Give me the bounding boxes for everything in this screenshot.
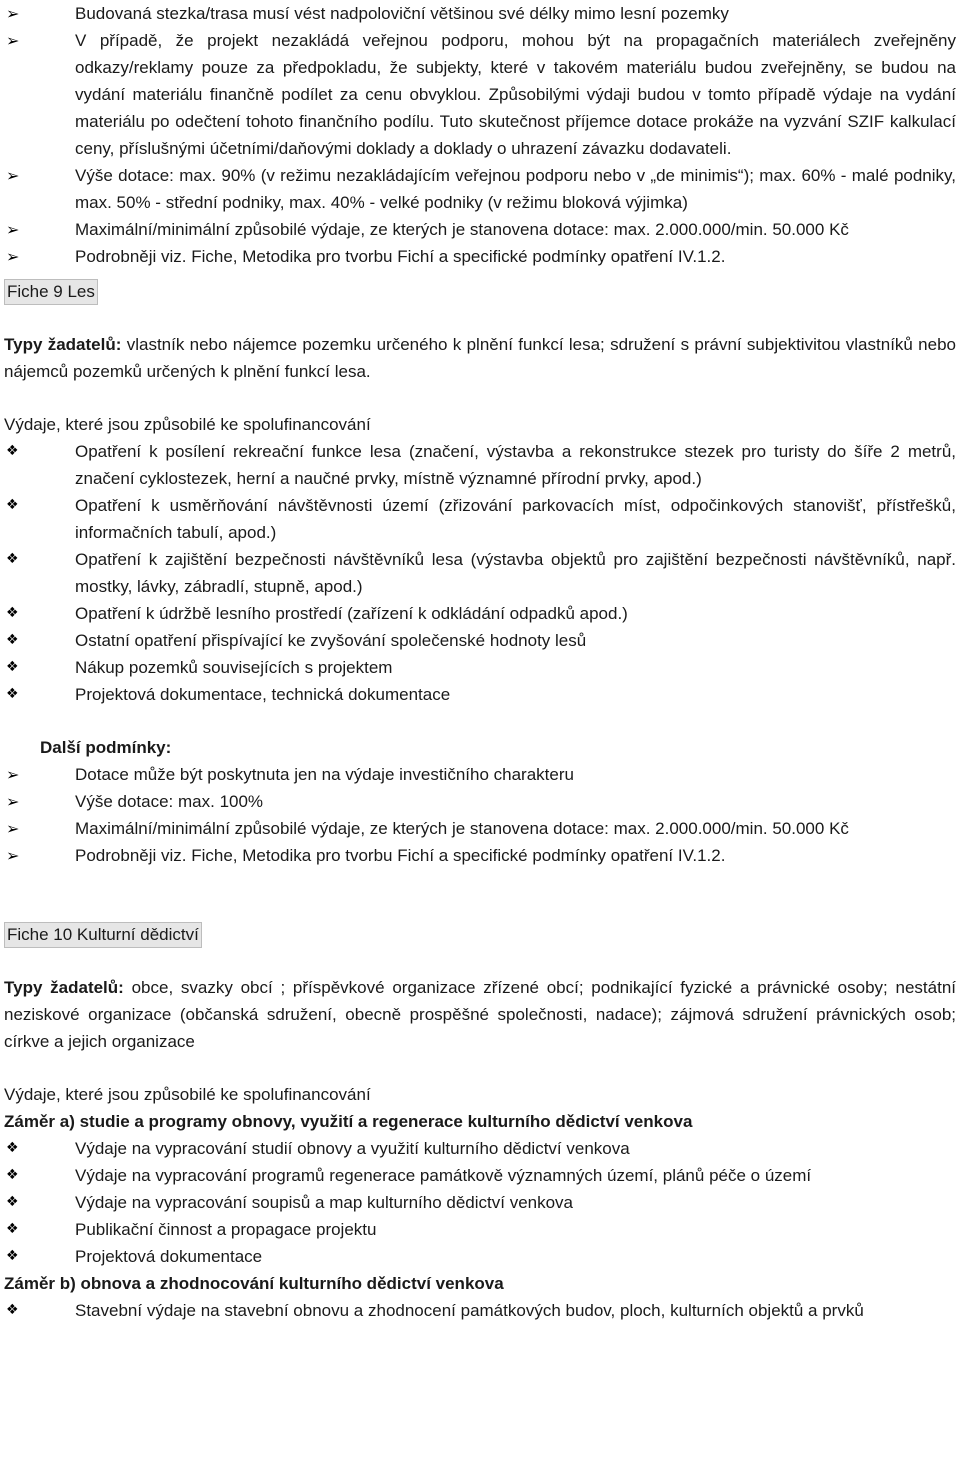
arrow-bullet-icon: ➢ xyxy=(6,31,20,50)
fiche10-title: Fiche 10 Kulturní dědictví xyxy=(4,922,202,948)
diamond-bullet-icon: ❖ xyxy=(6,1302,19,1318)
list-item-text: Dotace může být poskytnuta jen na výdaje investičního charakteru xyxy=(75,765,574,784)
applicants-label: Typy žadatelů: xyxy=(4,978,124,997)
arrow-bullet-icon: ➢ xyxy=(6,166,20,185)
list-item xyxy=(4,815,956,842)
list-item-text: Ostatní opatření přispívající ke zvyšování společenské hodnoty lesů xyxy=(75,631,587,650)
conditions-list xyxy=(4,761,956,869)
list-item xyxy=(4,546,956,600)
arrow-bullet-icon: ➢ xyxy=(6,4,20,23)
applicants-text: obce, svazky obcí ; příspěvkové organizace zřízené obcí; podnikající fyzické a právnické osoby; nestátní neziskové organizace (občanská sdružení, obecně prospěšné společnosti, nadace); zájmová sdružení právnických osob; církve a jejich organizace xyxy=(4,978,956,1051)
list-item-text: Stavební výdaje na stavební obnovu a zhodnocení památkových budov, ploch, kulturních objektů a prvků xyxy=(75,1301,864,1320)
diamond-bullet-icon: ❖ xyxy=(6,1140,19,1156)
fiche10-section xyxy=(4,921,956,1324)
list-item xyxy=(4,681,956,708)
list-item xyxy=(4,1189,956,1216)
diamond-bullet-icon: ❖ xyxy=(6,1167,19,1183)
list-item-text: Budovaná stezka/trasa musí vést nadpoloviční většinou své délky mimo lesní pozemky xyxy=(75,4,729,23)
diamond-bullet-icon: ❖ xyxy=(6,1248,19,1264)
list-item-text: Nákup pozemků souvisejících s projektem xyxy=(75,658,393,677)
aim-a-list xyxy=(4,1135,956,1270)
list-item-text: Projektová dokumentace, technická dokumentace xyxy=(75,685,451,704)
arrow-bullet-icon: ➢ xyxy=(6,220,20,239)
list-item xyxy=(4,1135,956,1162)
applicants-text: vlastník nebo nájemce pozemku určeného k plnění funkcí lesa; sdružení s právní subjektivitou vlastníků nebo nájemců pozemků určených k plnění funkcí lesa. xyxy=(4,335,956,381)
list-item xyxy=(4,600,956,627)
list-item xyxy=(4,162,956,216)
eligible-heading: Výdaje, které jsou způsobilé ke spolufinancování xyxy=(4,1085,371,1104)
arrow-bullet-icon: ➢ xyxy=(6,792,20,811)
list-item-text: Opatření k zajištění bezpečnosti návštěvníků lesa (výstavba objektů pro zajištění bezpečnosti návštěvníků, např. mostky, lávky, zábradlí, stupně, apod.) xyxy=(75,550,956,596)
diamond-bullet-icon: ❖ xyxy=(6,1221,19,1237)
list-item xyxy=(4,761,956,788)
fiche9-section xyxy=(4,278,956,869)
fiche9-title: Fiche 9 Les xyxy=(4,279,98,305)
top-list xyxy=(4,0,956,270)
list-item-text: Výše dotace: max. 100% xyxy=(75,792,264,811)
document-page xyxy=(4,0,956,1324)
fiche9-applicants xyxy=(4,331,956,385)
arrow-bullet-icon: ➢ xyxy=(6,765,20,784)
list-item-text: Opatření k údržbě lesního prostředí (zařízení k odkládání odpadků apod.) xyxy=(75,604,628,623)
eligible-heading: Výdaje, které jsou způsobilé ke spolufinancování xyxy=(4,415,371,434)
list-item-text: Maximální/minimální způsobilé výdaje, ze kterých je stanovena dotace: max. 2.000.000/min. 50.000 Kč xyxy=(75,819,849,838)
diamond-bullet-icon: ❖ xyxy=(6,443,19,459)
list-item xyxy=(4,627,956,654)
list-item xyxy=(4,1216,956,1243)
list-item xyxy=(4,1243,956,1270)
list-item xyxy=(4,216,956,243)
eligible-list xyxy=(4,438,956,708)
arrow-bullet-icon: ➢ xyxy=(6,247,20,266)
aim-b-list xyxy=(4,1297,956,1324)
applicants-label: Typy žadatelů: xyxy=(4,335,122,354)
diamond-bullet-icon: ❖ xyxy=(6,1194,19,1210)
diamond-bullet-icon: ❖ xyxy=(6,686,19,702)
list-item xyxy=(4,492,956,546)
arrow-bullet-icon: ➢ xyxy=(6,819,20,838)
list-item-text: Výše dotace: max. 90% (v režimu nezakládajícím veřejnou podporu nebo v „de minimis“); max. 60% - malé podniky, max. 50% - střední podniky, max. 40% - velké podniky (v režimu bloková výjimka) xyxy=(75,166,956,212)
list-item-text: Maximální/minimální způsobilé výdaje, ze kterých je stanovena dotace: max. 2.000.000/min. 50.000 Kč xyxy=(75,220,849,239)
conditions-heading: Další podmínky: xyxy=(40,738,172,757)
list-item xyxy=(4,1162,956,1189)
list-item-text: Výdaje na vypracování studií obnovy a využití kulturního dědictví venkova xyxy=(75,1139,630,1158)
list-item xyxy=(4,788,956,815)
list-item xyxy=(4,27,956,162)
list-item xyxy=(4,438,956,492)
list-item xyxy=(4,842,956,869)
diamond-bullet-icon: ❖ xyxy=(6,632,19,648)
list-item xyxy=(4,0,956,27)
list-item-text: V případě, že projekt nezakládá veřejnou podporu, mohou být na propagačních materiálech zveřejněny odkazy/reklamy pouze za předpokladu, že subjekty, které v takovém materiálu budou zveřejněny, se budou na vydání materiálu finančně podílet za cenu obvyklou. Způsobilými výdaji budou v tomto případě výdaje na vydání materiálu po odečtení tohoto finančního podílu. Tuto skutečnost příjemce dotace prokáže na vyzvání SZIF kalkulací ceny, příslušnými účetními/daňovými doklady a doklady o uhrazení závazku dodavateli. xyxy=(75,31,956,158)
list-item-text: Publikační činnost a propagace projektu xyxy=(75,1220,377,1239)
fiche10-applicants xyxy=(4,974,956,1055)
list-item-text: Opatření k usměrňování návštěvnosti území (zřizování parkovacích míst, odpočinkových stanovišť, přístřešků, informačních tabulí, apod.) xyxy=(75,496,956,542)
list-item xyxy=(4,1297,956,1324)
list-item-text: Projektová dokumentace xyxy=(75,1247,263,1266)
aim-b-heading: Záměr b) obnova a zhodnocování kulturního dědictví venkova xyxy=(4,1274,504,1293)
list-item-text: Podrobněji viz. Fiche, Metodika pro tvorbu Fichí a specifické podmínky opatření IV.1.2. xyxy=(75,247,726,266)
list-item xyxy=(4,654,956,681)
list-item-text: Výdaje na vypracování soupisů a map kulturního dědictví venkova xyxy=(75,1193,574,1212)
diamond-bullet-icon: ❖ xyxy=(6,605,19,621)
diamond-bullet-icon: ❖ xyxy=(6,497,19,513)
list-item-text: Výdaje na vypracování programů regenerace památkově významných území, plánů péče o území xyxy=(75,1166,812,1185)
diamond-bullet-icon: ❖ xyxy=(6,551,19,567)
list-item xyxy=(4,243,956,270)
list-item-text: Opatření k posílení rekreační funkce lesa (značení, výstavba a rekonstrukce stezek pro turisty do šíře 2 metrů, značení cyklostezek, herní a naučné prvky, místně významné přírodní prvky, apod.) xyxy=(75,442,956,488)
arrow-bullet-icon: ➢ xyxy=(6,846,20,865)
diamond-bullet-icon: ❖ xyxy=(6,659,19,675)
aim-a-heading: Záměr a) studie a programy obnovy, využití a regenerace kulturního dědictví venkova xyxy=(4,1112,693,1131)
list-item-text: Podrobněji viz. Fiche, Metodika pro tvorbu Fichí a specifické podmínky opatření IV.1.2. xyxy=(75,846,726,865)
